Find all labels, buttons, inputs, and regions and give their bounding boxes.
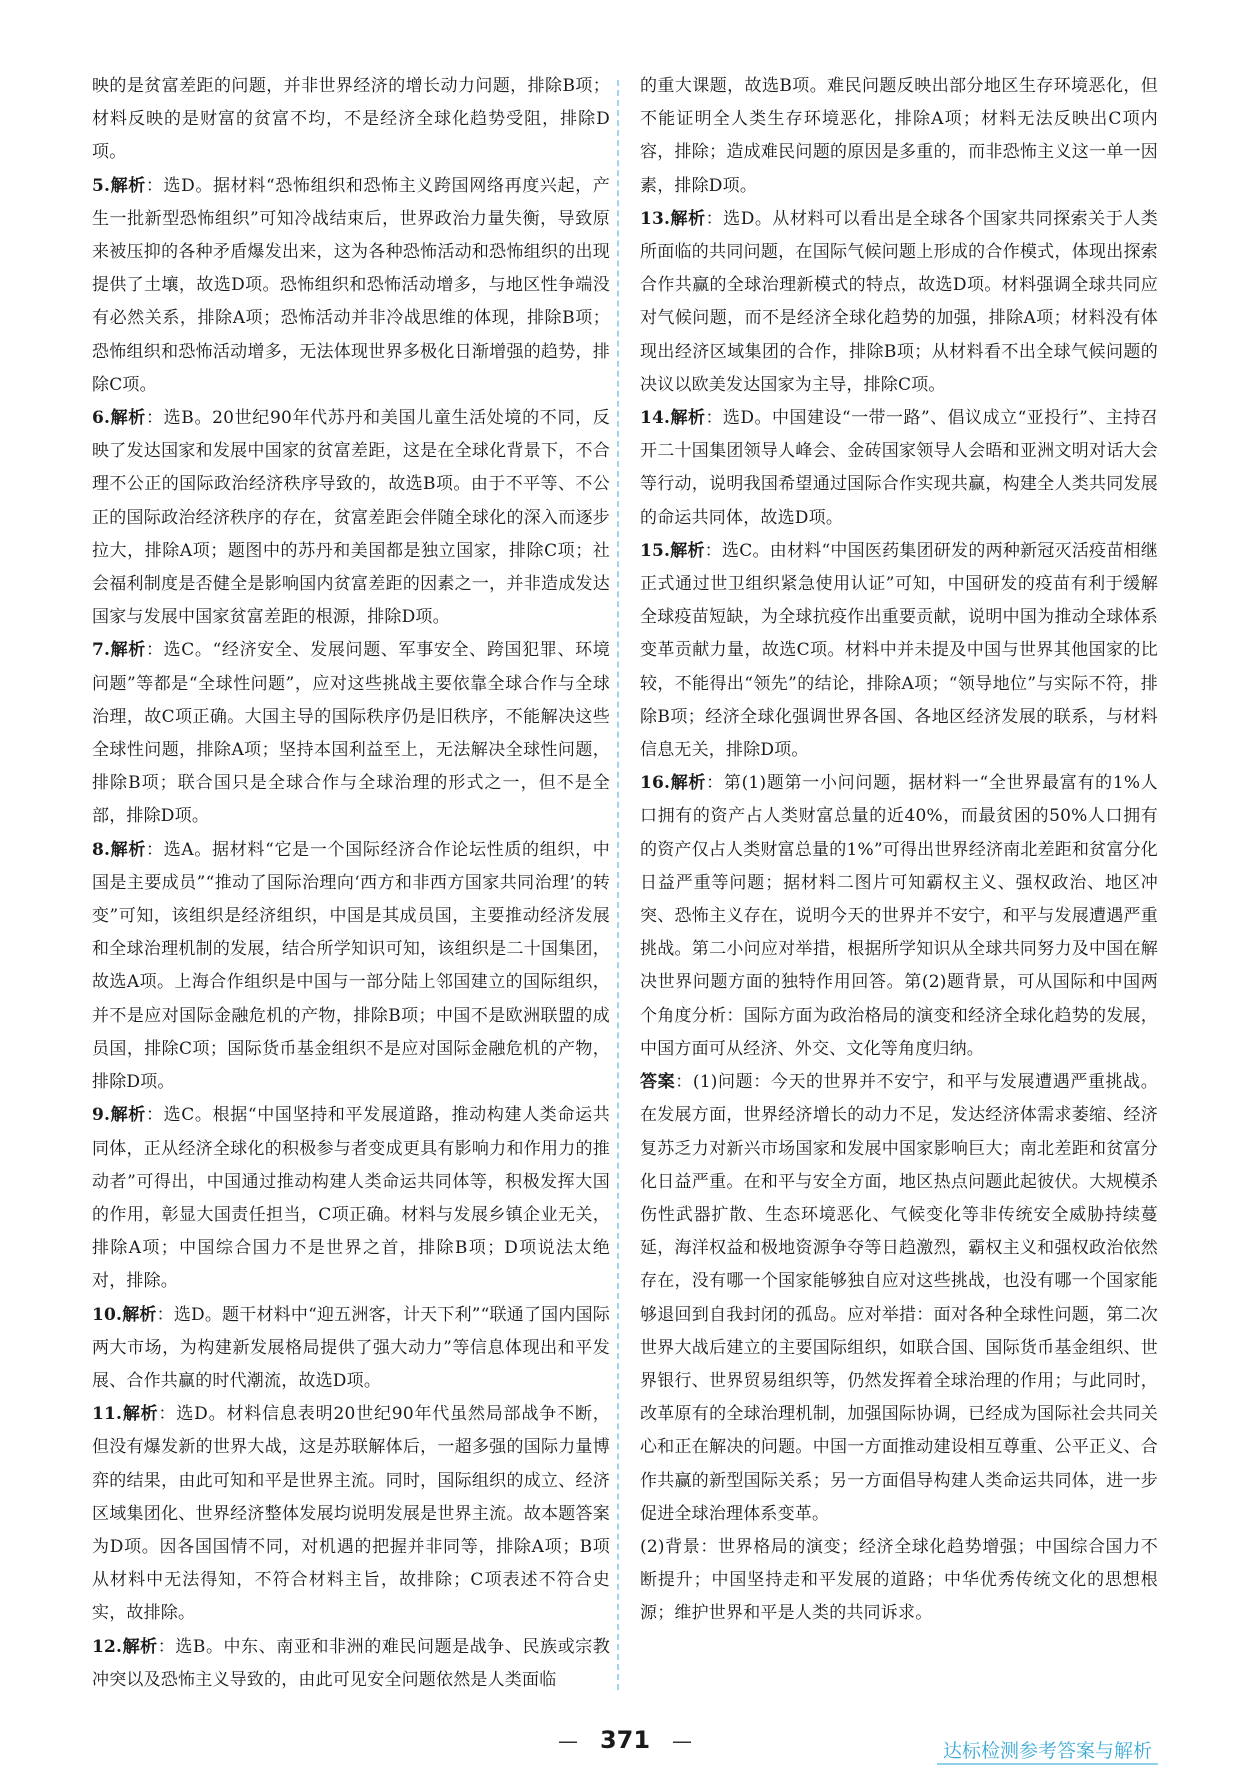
answer-item-9 [92, 1099, 610, 1298]
answer-label: 答案 [640, 1072, 676, 1093]
item-text: ：选D。材料信息表明20世纪90年代虽然局部战争不断，但没有爆发新的世界大战，这是苏联解体后，一超多强的国际力量博弈的结果，由此可知和平是世界主流。同时，国际组织的成立、经济区域集团化、世界经济整体发展均说明发展是世界主流。故本题答案为D项。因各国国情不同，对机遇的把握并非同等，排除A项；B项从材料中无法得知，不符合材料主旨，故排除；C项表述不符合史实，故排除。 [92, 1404, 611, 1624]
footer-dash-right: — [672, 1729, 693, 1753]
item-label: 解析 [670, 208, 706, 229]
answer-item-8 [92, 834, 610, 1100]
left-lead-paragraph: 映的是贫富差距的问题，并非世界经济的增长动力问题，排除B项；材料反映的是财富的贫富不均，不是经济全球化趋势受阻，排除D项。 [92, 76, 610, 163]
item-text: ：选C。根据“中国坚持和平发展道路，推动构建人类命运共同体，正从经济全球化的积极参与者变成更具有影响力和作用力的推动者”可得出，中国通过推动构建人类命运共同体等，积极发挥大国的作用，彰显大国责任担当，C项正确。材料与发展乡镇企业无关，排除A项；中国综合国力不是世界之首，排除B项；D项说法太绝对，排除。 [92, 1105, 610, 1292]
item-number: 9. [92, 1105, 111, 1126]
item-label: 解析 [110, 175, 146, 196]
item-number: 14. [640, 408, 671, 429]
item-number: 10. [92, 1304, 123, 1325]
right-lead-paragraph: 的重大课题，故选B项。难民问题反映出部分地区生存环境恶化，但不能证明全人类生存环境恶化，排除A项；材料无法反映出C项内容，排除；造成难民问题的原因是多重的，而非恐怖主义这一单一因素，排除D项。 [640, 76, 1158, 196]
item-text: ：选B。20世纪90年代苏丹和美国儿童生活处境的不同，反映了发达国家和发展中国家的贫富差距，这是在全球化背景下，不合理不公正的国际政治经济秩序导致的，故选B项。由于不平等、不公正的国际政治经济秩序的存在，贫富差距会伴随全球化的深入而逐步拉大，排除A项；题图中的苏丹和美国都是独立国家，排除C项；社会福利制度是否健全是影响国内贫富差距的因素之一，并非造成发达国家与发展中国家贫富差距的根源，排除D项。 [92, 408, 611, 628]
answer-item-7 [92, 634, 610, 833]
footer-dash-left: — [557, 1729, 578, 1753]
item-label: 解析 [670, 408, 706, 429]
item-number: 6. [92, 408, 111, 429]
answer-item-13 [640, 203, 1158, 402]
column-divider [617, 80, 619, 1690]
item-text: ：选A。据材料“它是一个国际经济合作论坛性质的组织，中国是主要成员”“推动了国际治理向‘西方和非西方国家共同治理’的转变”可知，该组织是经济组织，中国是其成员国，主要推动经济发展和全球治理机制的发展，结合所学知识可知，该组织是二十国集团，故选A项。上海合作组织是中国与一部分陆上邻国建立的国际组织，并不是应对国际金融危机的产物，排除B项；中国不是欧洲联盟的成员国，排除C项；国际货币基金组织不是应对国际金融危机的产物，排除D项。 [92, 839, 610, 1093]
item-number: 8. [92, 839, 111, 860]
item-number: 12. [92, 1636, 123, 1657]
answer-item-6 [92, 402, 610, 634]
item-text: ：第(1)题第一小问问题，据材料一“全世界最富有的1%人口拥有的资产占人类财富总量的近40%，而最贫困的50%人口拥有的资产仅占人类财富总量的1%”可得出世界经济南北差距和贫富分化日益严重等问题；据材料二图片可知霸权主义、强权政治、地区冲突、恐怖主义存在，说明今天的世界并不安宁，和平与发展遭遇严重挑战。第二小问应对举措，根据所学知识从全球共同努力及中国在解决世界问题方面的独特作用回答。第(2)题背景，可从国际和中国两个角度分析：国际方面为政治格局的演变和经济全球化趋势的发展，中国方面可从经济、外交、文化等角度归纳。 [640, 773, 1158, 1059]
answer-item-10 [92, 1299, 610, 1399]
item-text: ：选D。据材料“恐怖组织和恐怖主义跨国网络再度兴起，产生一批新型恐怖组织”可知冷战结束后，世界政治力量失衡，导致原来被压抑的各种矛盾爆发出来，这为各种恐怖活动和恐怖组织的出现提供了土壤，故选D项。恐怖组织和恐怖活动增多，与地区性争端没有必然关系，排除A项；恐怖活动并非冷战思维的体现，排除B项；恐怖组织和恐怖活动增多，无法体现世界多极化日渐增强的趋势，排除C项。 [92, 175, 610, 395]
item-number: 16. [640, 773, 671, 794]
item-label: 解析 [122, 1404, 159, 1425]
right-column [640, 70, 1158, 1631]
item-text: ：选D。题干材料中“迎五洲客，计天下利”“联通了国内国际两大市场，为构建新发展格局提供了强大动力”等信息体现出和平发展、合作共赢的时代潮流，故选D项。 [92, 1304, 610, 1391]
item-text: ：选D。中国建设“一带一路”、倡议成立“亚投行”、主持召开二十国集团领导人峰会、金砖国家领导人会晤和亚洲文明对话大会等行动，说明我国希望通过国际合作实现共赢，构建全人类共同发展的命运共同体，故选D项。 [640, 408, 1158, 528]
answer-item-5 [92, 170, 610, 402]
answer-text-part1: ：(1)问题：今天的世界并不安宁，和平与发展遭遇严重挑战。在发展方面，世界经济增长的动力不足，发达经济体需求萎缩、经济复苏乏力对新兴市场国家和发展中国家影响巨大；南北差距和贫富分化日益严重。在和平与安全方面，地区热点问题此起彼伏。大规模杀伤性武器扩散、生态环境恶化、气候变化等非传统安全威胁持续蔓延，海洋权益和极地资源争夺等日趋激烈，霸权主义和强权政治依然存在，没有哪一个国家能够独自应对这些挑战，也没有哪一个国家能够退回到自我封闭的孤岛。应对举措：面对各种全球性问题，第二次世界大战后建立的主要国际组织，如联合国、国际货币基金组织、世界银行、世界贸易组织等，仍然发挥着全球治理的作用；与此同时，改革原有的全球治理机制，加强国际协调，已经成为国际社会共同关心和正在解决的问题。中国一方面推动建设相互尊重、公平正义、合作共赢的新型国际关系；另一方面倡导构建人类命运共同体，进一步促进全球治理体系变革。 [640, 1072, 1158, 1524]
answer-block-part2: (2)背景：世界格局的演变；经济全球化趋势增强；中国综合国力不断提升；中国坚持走和平发展的道路；中华优秀传统文化的思想根源；维护世界和平是人类的共同诉求。 [640, 1536, 1158, 1624]
item-label: 解析 [110, 640, 146, 661]
item-number: 5. [92, 175, 111, 196]
item-number: 13. [640, 208, 671, 229]
item-number: 11. [92, 1404, 123, 1425]
answer-block-part1 [640, 1066, 1158, 1531]
answer-item-11 [92, 1398, 610, 1630]
item-number: 7. [92, 640, 111, 661]
item-text: ：选C。“经济安全、发展问题、军事安全、跨国犯罪、环境问题”等都是“全球性问题”，应对这些挑战主要依靠全球合作与全球治理，故C项正确。大国主导的国际秩序仍是旧秩序，不能解决这些全球性问题，排除A项；坚持本国利益至上，无法解决全球性问题，排除B项；联合国只是全球合作与全球治理的形式之一，但不是全部，排除D项。 [92, 640, 610, 827]
answer-item-14 [640, 402, 1158, 535]
page-number: 371 [599, 1726, 651, 1754]
item-label: 解析 [122, 1304, 157, 1325]
item-number: 15. [640, 540, 671, 561]
answer-item-15 [640, 535, 1158, 767]
item-text: ：选B。中东、南亚和非洲的难民问题是战争、民族或宗教冲突以及恐怖主义导致的，由此可见安全问题依然是人类面临 [92, 1636, 610, 1690]
answer-item-16 [640, 767, 1158, 1066]
footer-banner: 达标检测参考答案与解析 [937, 1736, 1158, 1765]
item-label: 解析 [110, 839, 147, 860]
item-text: ：选D。从材料可以看出是全球各个国家共同探索关于人类所面临的共同问题，在国际气候问题上形成的合作模式，体现出探索合作共赢的全球治理新模式的特点，故选D项。材料强调全球共同应对气候问题，而不是经济全球化趋势的加强，排除A项；材料没有体现出经济区域集团的合作，排除B项；从材料看不出全球气候问题的决议以欧美发达国家为主导，排除C项。 [640, 208, 1158, 395]
item-label: 解析 [670, 773, 707, 794]
item-label: 解析 [670, 540, 705, 561]
answer-item-12 [92, 1631, 610, 1697]
item-label: 解析 [110, 1105, 146, 1126]
item-text: ：选C。由材料“中国医药集团研发的两种新冠灭活疫苗相继正式通过世卫组织紧急使用认证”可知，中国研发的疫苗有利于缓解全球疫苗短缺，为全球抗疫作出重要贡献，说明中国为推动全球体系变革贡献力量，故选C项。材料中并未提及中国与世界其他国家的比较，不能得出“领先”的结论，排除A项；“领导地位”与实际不符，排除B项；经济全球化强调世界各国、各地区经济发展的联系，与材料信息无关，排除D项。 [640, 540, 1158, 761]
item-label: 解析 [110, 408, 146, 429]
item-label: 解析 [122, 1636, 158, 1657]
left-column [92, 70, 610, 1697]
